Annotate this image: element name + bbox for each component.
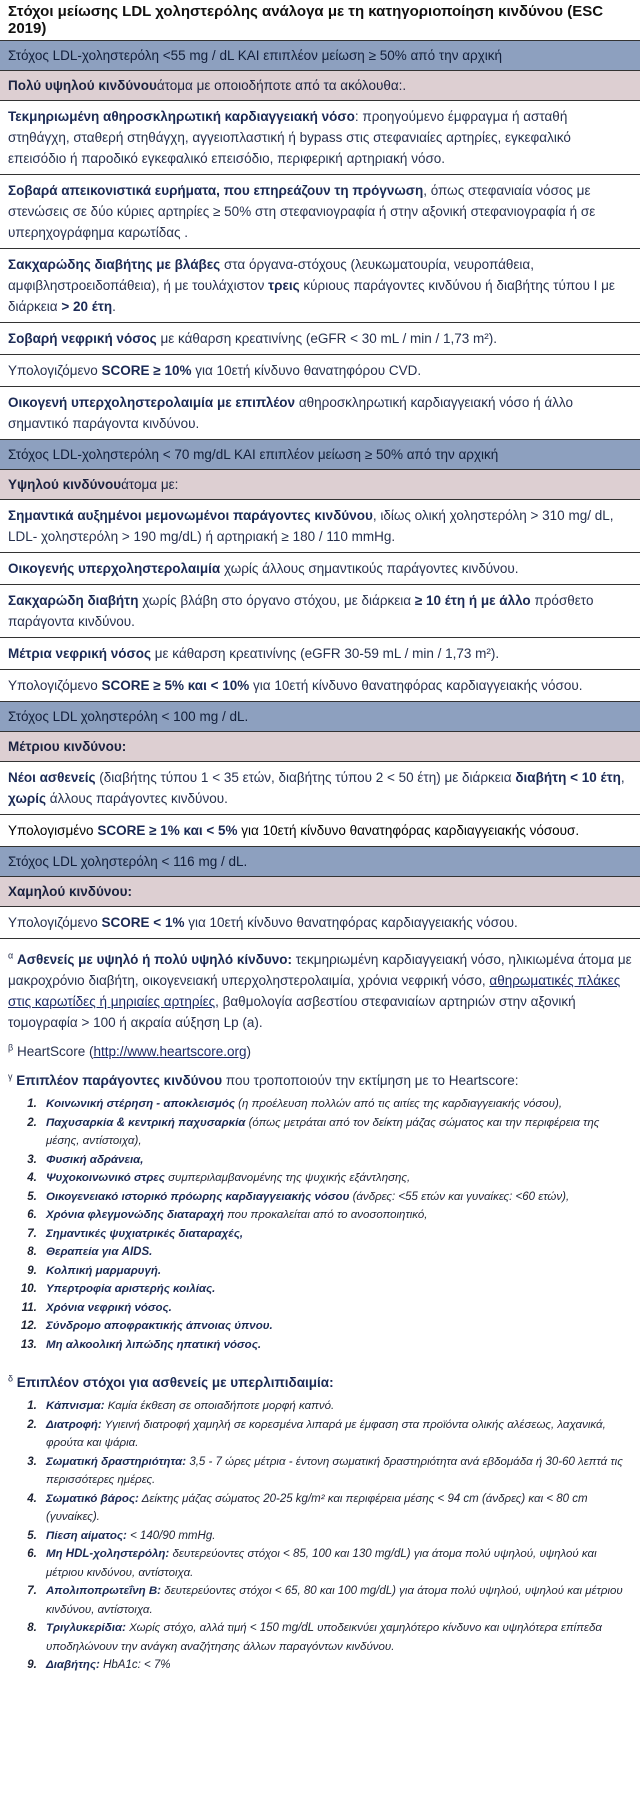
page-title: Στόχοι μείωσης LDL χοληστερόλης ανάλογα με τη κατηγοριοποίηση κινδύνου (ESC 2019) bbox=[0, 0, 640, 41]
criterion-emphasis: SCORE ≥ 5% και < 10% bbox=[101, 678, 250, 693]
risk-band bbox=[0, 71, 640, 101]
list-item-heading: Σωματική δραστηριότητα: bbox=[46, 1455, 187, 1468]
note-alpha-text1: τεκμηριωμένη καρδιαγγειακή νόσο, ηλικιωμένα άτομα με μακροχρόνιο διαβήτη, οικογενειακή υπερχοληστερολαιμία, χρόνια νεφρική νόσο, bbox=[8, 952, 632, 988]
risk-band bbox=[0, 877, 640, 907]
risk-band bbox=[0, 470, 640, 500]
criterion-text: Υπολογιζόμενο bbox=[8, 678, 102, 693]
criterion-emphasis: Μέτρια νεφρική νόσος bbox=[8, 646, 151, 661]
target-band: Στόχος LDL χοληστερόλη < 116 mg / dL. bbox=[0, 847, 640, 877]
list-item bbox=[40, 1169, 632, 1188]
criterion-row bbox=[0, 553, 640, 585]
criterion-text: για 10ετή κίνδυνο θανατηφόρας καρδιαγγειακής νόσουσ. bbox=[237, 823, 580, 838]
criterion-text: για 10ετή κίνδυνο θανατηφόρας καρδιαγγειακής νόσου. bbox=[184, 915, 518, 930]
list-item bbox=[40, 1243, 632, 1262]
note-beta-text: HeartScore ( bbox=[13, 1044, 94, 1059]
risk-description: άτομα με: bbox=[121, 477, 179, 492]
criterion-row bbox=[0, 907, 640, 939]
note-gamma-heading: Επιπλέον παράγοντες κινδύνου bbox=[16, 1073, 223, 1088]
list-item-text: που προκαλείται από το ανοσοποιητικό, bbox=[223, 1209, 428, 1221]
list-item-text: (άνδρες: <55 ετών και γυναίκες: <60 ετών), bbox=[349, 1190, 570, 1203]
list-item-heading: Οικογενειακό ιστορικό πρόωρης καρδιαγγειακής νόσου bbox=[46, 1190, 350, 1203]
list-item-text: (όπως μετράται από τον δείκτη μάζας σώματος και την περιφέρεια της μέσης, αντίστοιχα), bbox=[46, 1116, 600, 1147]
list-item bbox=[40, 1656, 632, 1675]
criterion-text: με κάθαρση κρεατινίνης (eGFR 30-59 mL / min / 1,73 m²). bbox=[150, 646, 500, 661]
list-item-heading: Φυσική αδράνεια, bbox=[46, 1153, 144, 1166]
list-item bbox=[40, 1280, 632, 1299]
list-item-heading: Κολπική μαρμαρυγή. bbox=[46, 1264, 162, 1277]
criterion-text: Υπολογιζόμενο bbox=[8, 915, 102, 930]
note-beta bbox=[8, 1041, 632, 1062]
list-item-heading: Κοινωνική στέρηση - αποκλεισμός bbox=[46, 1098, 235, 1110]
criterion-row bbox=[0, 638, 640, 670]
criterion-text: (διαβήτης τύπου 1 < 35 ετών, διαβήτης τύπου 2 < 50 έτη) με διάρκεια bbox=[95, 770, 516, 785]
list-item bbox=[40, 1095, 632, 1114]
note-alpha-heading: Ασθενείς με υψηλό ή πολύ υψηλό κίνδυνο: bbox=[16, 952, 292, 967]
list-item bbox=[40, 1397, 632, 1416]
criterion-emphasis: Οικογενής υπερχοληστερολαιμία bbox=[8, 561, 221, 576]
list-item-text: (η προέλευση πολλών από τις αιτίες της καρδιαγγειακής νόσου), bbox=[234, 1098, 563, 1110]
criterion-text: , όπως στεφανιαία νόσος με στενώσεις σε δύο κύριες αρτηρίες ≥ 50% στη στεφανιογραφία ή στην αξονική στεφανιογραφία ή σε υπερηχογράφημα καρωτίδας . bbox=[8, 183, 596, 240]
criterion-text: για 10ετή κίνδυνο θανατηφόρου CVD. bbox=[191, 363, 422, 378]
list-item bbox=[40, 1453, 632, 1490]
criterion-emphasis: SCORE ≥ 10% bbox=[101, 363, 192, 378]
note-alpha-mark: α bbox=[8, 950, 14, 961]
criterion-row bbox=[0, 585, 640, 638]
criterion-emphasis: χωρίς bbox=[8, 791, 47, 806]
list-item-heading: Χρόνια φλεγμονώδης διαταραχή bbox=[46, 1209, 224, 1221]
criterion-emphasis: > 20 έτη bbox=[61, 299, 113, 314]
list-item-text: Υγιεινή διατροφή χαμηλή σε κορεσμένα λιπαρά με έμφαση στα προϊόντα ολικής αλέσεως, λαχανικά, φρούτα και ψάρια. bbox=[46, 1418, 606, 1449]
criterion-row bbox=[0, 762, 640, 815]
criterion-text: με κάθαρση κρεατινίνης (eGFR < 30 mL / min / 1,73 m²). bbox=[156, 331, 497, 346]
criterion-row bbox=[0, 355, 640, 387]
criterion-emphasis: τρεις bbox=[268, 278, 300, 293]
note-alpha-text2: , βαθμολογία ασβεστίου στεφανιαίων αρτηριών στην αξονική τομογραφία > 100 ή ακραία αύξηση Lp (a). bbox=[8, 994, 576, 1030]
list-item-heading: Μη αλκοολική λιπώδης ηπατική νόσος. bbox=[46, 1338, 262, 1351]
criterion-emphasis: Σακχαρώδης διαβήτης με βλάβες bbox=[8, 257, 221, 272]
criterion-emphasis: Νέοι ασθενείς bbox=[8, 770, 96, 785]
criterion-text: . bbox=[112, 299, 116, 314]
note-gamma-text: που τροποποιούν την εκτίμηση με το Heartscore: bbox=[222, 1073, 519, 1088]
criterion-row bbox=[0, 387, 640, 440]
risk-description: άτομα με οποιοδήποτε από τα ακόλουθα:. bbox=[156, 78, 407, 93]
heartscore-link[interactable]: http://www.heartscore.org bbox=[93, 1044, 247, 1059]
note-gamma-mark: γ bbox=[8, 1071, 13, 1082]
list-item-text: δευτερεύοντες στόχοι < 85, 100 και 130 mg/dL) για άτομα πολύ υψηλού, υψηλού και μέτριου κινδύνου, αντίστοιχα. bbox=[46, 1548, 597, 1579]
list-item bbox=[40, 1299, 632, 1318]
list-item-text: Δείκτης μάζας σώματος 20-25 kg/m² και περιφέρεια μέσης < 94 cm (άνδρες) και < 80 cm (γυναίκες). bbox=[46, 1492, 588, 1523]
list-item bbox=[40, 1582, 632, 1619]
list-item-text: < 140/90 mmHg. bbox=[126, 1529, 216, 1542]
list-item bbox=[40, 1336, 632, 1355]
list-item-heading: Θεραπεία για AIDS. bbox=[46, 1246, 153, 1258]
list-item bbox=[40, 1188, 632, 1207]
list-item-text: Καμία έκθεση σε οποιαδήποτε μορφή καπνό. bbox=[104, 1400, 335, 1412]
list-item-heading: Απολιποπρωτεΐνη Β: bbox=[46, 1585, 162, 1597]
criterion-text: στα όργανα-στόχους (λευκωματουρία, νευροπάθεια, αμφιβληστροειδοπάθεια), ή με τουλάχιστον bbox=[8, 257, 534, 293]
criterion-row bbox=[0, 175, 640, 249]
criterion-emphasis: Τεκμηριωμένη αθηροσκληρωτική καρδιαγγειακή νόσο bbox=[8, 109, 355, 124]
list-item-heading: Τριγλυκερίδια: bbox=[46, 1622, 126, 1634]
criterion-text: χωρίς βλάβη στο όργανο στόχου, με διάρκεια bbox=[138, 593, 415, 608]
list-item bbox=[40, 1619, 632, 1656]
list-item-text: HbA1c: < 7% bbox=[99, 1659, 171, 1671]
list-item bbox=[40, 1416, 632, 1453]
note-beta-end: ) bbox=[246, 1044, 252, 1059]
target-band: Στόχος LDL χοληστερόλη < 100 mg / dL. bbox=[0, 702, 640, 732]
criterion-row bbox=[0, 815, 640, 847]
note-delta-mark: δ bbox=[8, 1373, 14, 1384]
list-item bbox=[40, 1225, 632, 1244]
criterion-emphasis: Οικογενή υπερχοληστερολαιμία με επιπλέον bbox=[8, 395, 296, 410]
list-item-heading: Πίεση αίματος: bbox=[46, 1529, 127, 1542]
risk-sections bbox=[0, 41, 640, 939]
criterion-row bbox=[0, 101, 640, 175]
criterion-emphasis: ≥ 10 έτη ή με άλλο bbox=[414, 593, 531, 608]
target-band: Στόχος LDL-χοληστερόλη <55 mg / dL ΚΑΙ επιπλέον μείωση ≥ 50% από την αρχική bbox=[0, 41, 640, 71]
criterion-text: : προηγούμενο έμφραγμα ή ασταθή στηθάγχη, σταθερή στηθάγχη, αγγειοπλαστική ή bypass στις στεφανιαίες αρτηρίες, εγκεφαλικό επεισόδιο ή παροδικό εγκεφαλικό επεισόδιο, περιφερική αρτηριακή νόσο. bbox=[8, 109, 571, 166]
criterion-text: χωρίς άλλους σημαντικούς παράγοντες κινδύνου. bbox=[220, 561, 519, 576]
list-item-heading: Παχυσαρκία & κεντρική παχυσαρκία bbox=[46, 1116, 246, 1129]
list-item bbox=[40, 1317, 632, 1336]
list-item-heading: Ψυχοκοινωνικό στρες bbox=[46, 1172, 165, 1184]
risk-label: Μέτριου κινδύνου: bbox=[8, 739, 127, 754]
list-item-heading: Διαβήτης: bbox=[46, 1659, 100, 1671]
criterion-text: αθηροσκληρωτική καρδιαγγειακή νόσο ή άλλο σημαντικό παράγοντα κινδύνου. bbox=[8, 395, 573, 431]
criterion-emphasis: SCORE < 1% bbox=[101, 915, 185, 930]
criterion-row bbox=[0, 249, 640, 323]
list-item-text: δευτερεύοντες στόχοι < 65, 80 και 100 mg/dL) για άτομα πολύ υψηλού, υψηλού και μέτριου κινδύνου, αντίστοιχα. bbox=[46, 1585, 623, 1616]
target-band: Στόχος LDL-χοληστερόλη < 70 mg/dL ΚΑΙ επιπλέον μείωση ≥ 50% από την αρχική bbox=[0, 440, 640, 470]
note-alpha bbox=[8, 949, 632, 1033]
criterion-text: , bbox=[620, 770, 625, 785]
criterion-text: για 10ετή κίνδυνο θανατηφόρας καρδιαγγειακής νόσου. bbox=[249, 678, 583, 693]
list-item bbox=[40, 1527, 632, 1546]
list-item-text: Χωρίς στόχο, αλλά τιμή < 150 mg/dL υποδεικνύει χαμηλότερο κίνδυνο και υψηλότερα επίπεδα υποδηλώνουν την ανάγκη αναζήτησης άλλων παραγόντων κινδύνου. bbox=[46, 1622, 602, 1653]
risk-label: Υψηλού κινδύνου bbox=[8, 477, 122, 492]
list-item bbox=[40, 1114, 632, 1151]
list-item-text: συμπεριλαμβανομένης της ψυχικής εξάντλησης, bbox=[164, 1172, 411, 1184]
criterion-emphasis: Σοβαρά απεικονιστικά ευρήματα, που επηρεάζουν τη πρόγνωση bbox=[8, 183, 424, 198]
list-item bbox=[40, 1206, 632, 1225]
list-item-heading: Χρόνια νεφρική νόσος. bbox=[46, 1301, 172, 1314]
criterion-row bbox=[0, 670, 640, 702]
list-item-heading: Μη HDL-χοληστερόλη: bbox=[46, 1548, 170, 1560]
criterion-emphasis: Σοβαρή νεφρική νόσος bbox=[8, 331, 157, 346]
list-item bbox=[40, 1490, 632, 1527]
list-item bbox=[40, 1262, 632, 1281]
note-delta bbox=[8, 1372, 632, 1675]
risk-label: Πολύ υψηλού κινδύνου bbox=[8, 78, 157, 93]
criterion-row bbox=[0, 323, 640, 355]
criterion-emphasis: Σημαντικά αυξημένοι μεμονωμένοι παράγοντες κινδύνου bbox=[8, 508, 373, 523]
list-item bbox=[40, 1151, 632, 1170]
list-item-heading: Διατροφή: bbox=[46, 1418, 102, 1431]
list-item-heading: Σύνδρομο αποφρακτικής άπνοιας ύπνου. bbox=[46, 1320, 273, 1332]
criterion-text: , ιδίως ολική χοληστερόλη > 310 mg/ dL, LDL- χοληστερόλη > 190 mg/dL) ή αρτηριακή ≥ 180 / 110 mmHg. bbox=[8, 508, 614, 544]
criterion-emphasis: SCORE ≥ 1% και < 5% bbox=[97, 823, 238, 838]
list-item bbox=[40, 1545, 632, 1582]
note-gamma bbox=[8, 1070, 632, 1354]
criterion-emphasis: διαβήτη < 10 έτη bbox=[515, 770, 621, 785]
note-alpha-link[interactable]: αθηρωματικές πλάκες στις καρωτίδες ή μηριαίες αρτηρίες bbox=[8, 973, 621, 1009]
criterion-text: Υπολογιζόμενο bbox=[8, 363, 102, 378]
criterion-text: πρόσθετο παράγοντα κινδύνου. bbox=[8, 593, 594, 629]
footnotes bbox=[0, 939, 640, 1675]
risk-band bbox=[0, 732, 640, 762]
note-delta-heading: Επιπλέον στόχοι για ασθενείς με υπερλιπιδαιμία: bbox=[16, 1375, 334, 1390]
list-item-text: 3,5 - 7 ώρες μέτρια - έντονη σωματική δραστηριότητα ανά εβδομάδα ή 30-60 λεπτά τις περισσότερες ημέρες. bbox=[46, 1455, 623, 1486]
list-item-heading: Κάπνισμα: bbox=[46, 1400, 105, 1412]
list-item-heading: Σημαντικές ψυχιατρικές διαταραχές, bbox=[46, 1227, 244, 1240]
delta-target-list bbox=[8, 1397, 632, 1675]
criterion-text: άλλους παράγοντες κινδύνου. bbox=[46, 791, 228, 806]
risk-label: Χαμηλού κινδύνου: bbox=[8, 884, 132, 899]
gamma-risk-factor-list bbox=[8, 1095, 632, 1354]
criterion-text: Υπολογισμένο bbox=[8, 823, 98, 838]
list-item-heading: Υπερτροφία αριστερής κοιλίας. bbox=[46, 1283, 216, 1295]
criterion-row bbox=[0, 500, 640, 553]
list-item-heading: Σωματικό βάρος: bbox=[46, 1492, 139, 1505]
criterion-emphasis: Σακχαρώδη διαβήτη bbox=[8, 593, 139, 608]
criterion-text: κύριους παράγοντες κινδύνου ή διαβήτης τύπου Ι με διάρκεια bbox=[8, 278, 615, 314]
note-beta-mark: β bbox=[8, 1042, 14, 1053]
